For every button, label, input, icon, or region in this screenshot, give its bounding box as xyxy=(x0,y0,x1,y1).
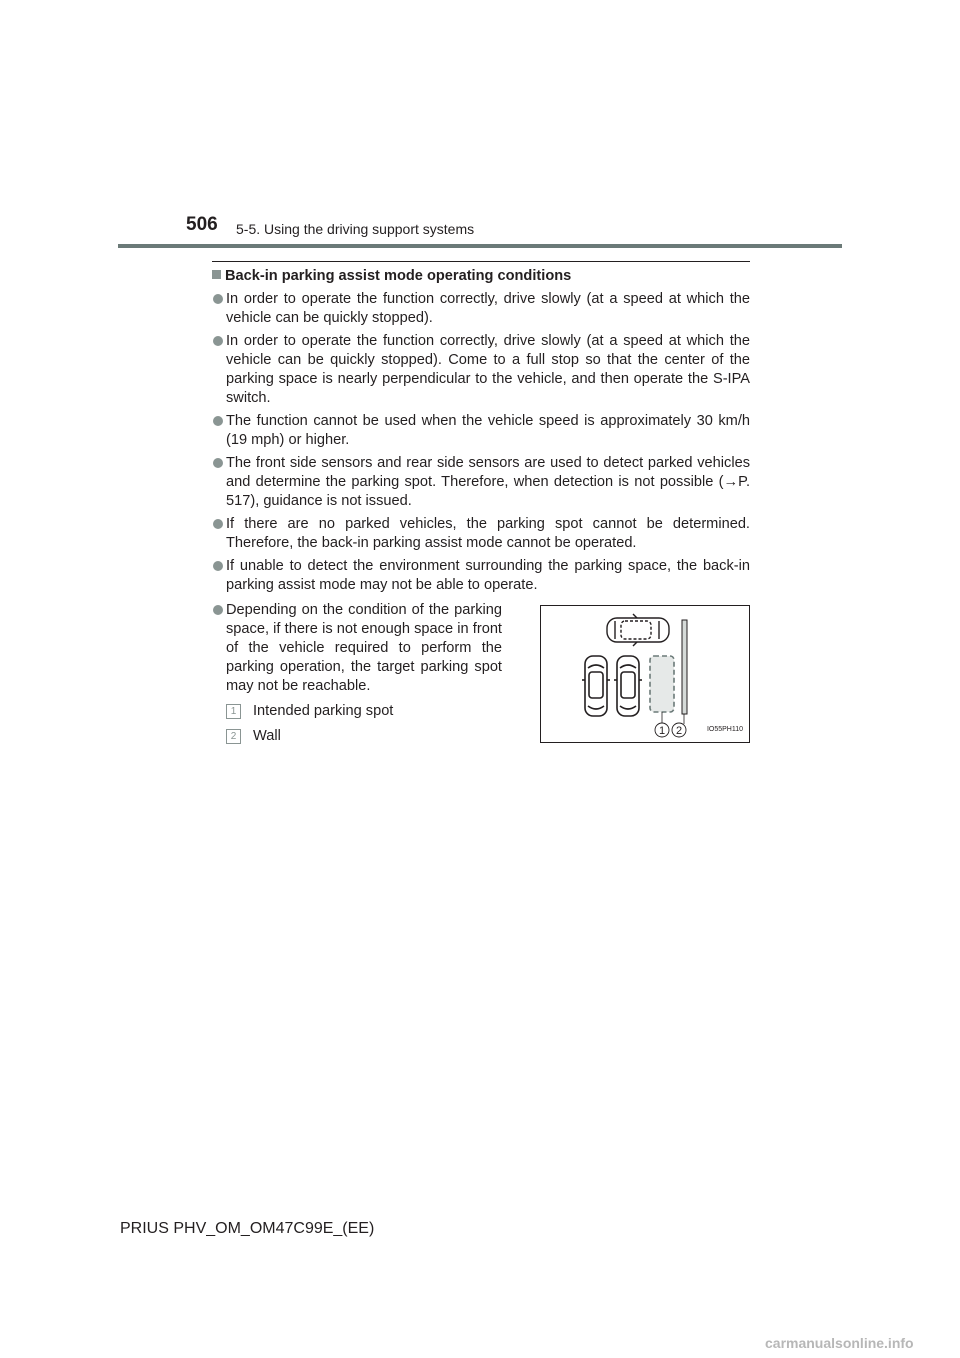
list-item-text: If there are no parked vehicles, the parking spot cannot be determined. Therefore, the back-in parking assist mode cannot be operated. xyxy=(226,516,750,551)
list-item-text: The front side sensors and rear side sensors are used to detect parked vehicles and determine the parking spot. Therefore, when detection is not possible (→P. 517), guidance is not issued. xyxy=(226,455,750,509)
footer-model: PRIUS PHV_OM_OM47C99E_(EE) xyxy=(120,1220,375,1237)
legend-number-icon: 1 xyxy=(226,704,241,719)
parking-illustration xyxy=(540,605,750,743)
intended-parking-spot xyxy=(650,656,674,712)
content xyxy=(212,267,750,746)
bullet-dot-icon xyxy=(213,605,223,615)
wall xyxy=(682,620,687,714)
list-item-text: In order to operate the function correctly, drive slowly (at a speed at which the vehicle can be quickly stopped). xyxy=(226,291,750,326)
bullet-dot-icon xyxy=(213,458,223,468)
figure-code: IO55PH110 xyxy=(706,726,743,733)
parked-car-top-icon xyxy=(607,614,669,646)
list-item xyxy=(212,290,750,328)
watermark: carmanualsonline.info xyxy=(765,1335,914,1351)
legend-item xyxy=(226,727,502,746)
list-item xyxy=(212,601,502,696)
list-item-text: The function cannot be used when the vehicle speed is approximately 30 km/h (19 mph) or higher. xyxy=(226,413,750,448)
legend-item xyxy=(226,702,502,721)
list-item xyxy=(212,557,750,595)
figure-legend xyxy=(212,702,502,746)
figure-block xyxy=(212,601,750,746)
section-divider xyxy=(212,261,750,262)
list-item xyxy=(212,412,750,450)
bullet-dot-icon xyxy=(213,416,223,426)
list-item-text: If unable to detect the environment surrounding the parking space, the back-in parking assist mode may not be able to operate. xyxy=(226,558,750,593)
bullet-dot-icon xyxy=(213,561,223,571)
square-bullet-icon xyxy=(212,270,221,279)
bullet-dot-icon xyxy=(213,336,223,346)
legend-label: Wall xyxy=(253,728,281,744)
list-item xyxy=(212,454,750,511)
section-heading xyxy=(212,267,750,286)
parked-car-right-icon xyxy=(614,656,642,716)
section-title: 5-5. Using the driving support systems xyxy=(236,221,475,237)
list-item xyxy=(212,332,750,408)
figure-description xyxy=(212,601,502,746)
callout-label-2: 2 xyxy=(675,725,683,737)
list-item-text: In order to operate the function correctly, drive slowly (at a speed at which the vehicle can be quickly stopped). Come to a full stop so that the center of the parking space is nearly perpendicular to the vehicle, and then operate the S-IPA switch. xyxy=(226,333,750,406)
callout-label-1: 1 xyxy=(658,725,666,737)
section-heading-text: Back-in parking assist mode operating conditions xyxy=(225,268,572,284)
list-item xyxy=(212,515,750,553)
header-rule xyxy=(118,244,842,248)
legend-number-icon: 2 xyxy=(226,729,241,744)
bullet-dot-icon xyxy=(213,294,223,304)
list-item-text: Depending on the condition of the parking space, if there is not enough space in front of the vehicle required to perform the parking operation, the target parking spot may not be reachable. xyxy=(226,602,502,694)
parked-car-left-icon xyxy=(582,656,610,716)
bullet-dot-icon xyxy=(213,519,223,529)
legend-label: Intended parking spot xyxy=(253,703,394,719)
page-number: 506 xyxy=(186,214,218,235)
